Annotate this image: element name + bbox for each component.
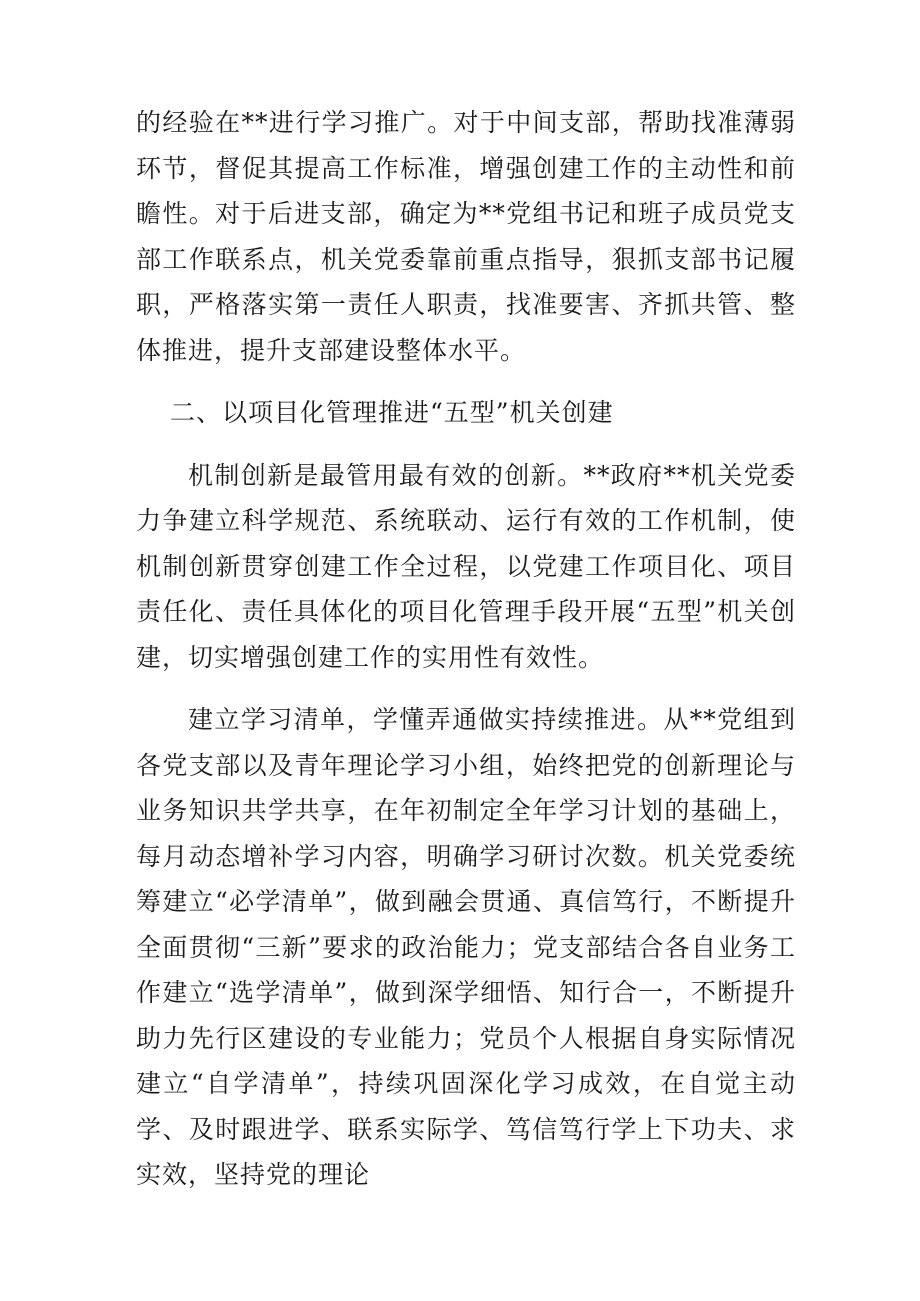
paragraph-learning-list: 建立学习清单，学懂弄通做实持续推进。从**党组到各党支部以及青年理论学习小组，始终把党的创新理论与业务知识共学共享，在年初制定全年学习计划的基础上，每月动态增补学习内容，明确学习研讨次数。机关党委统筹建立“必学清单”，做到融会贯通、真信笃行，不断提升全面贯彻“三新”要求的政治能力；党支部结合各自业务工作建立“选学清单”，做到深学细悟、知行合一，不断提升助力先行区建设的专业能力；党员个人根据自身实际情况建立“自学清单”，持续巩固深化学习成效，在自觉主动学、及时跟进学、联系实际学、笃信笃行学上下功夫、求实效，坚持党的理论 [136, 705, 796, 1189]
section-heading: 二、以项目化管理推进“五型”机关创建 [170, 398, 614, 427]
paragraph-mechanism-innovation: 机制创新是最管用最有效的创新。**政府**机关党委力争建立科学规范、系统联动、运行有效的工作机制，使机制创新贯穿创建工作全过程，以党建工作项目化、项目责任化、责任具体化的项目化管理手段开展“五型”机关创建，切实增强创建工作的实用性有效性。 [136, 460, 796, 672]
document-page [136, 100, 796, 1198]
paragraph-continuation: 的经验在**进行学习推广。对于中间支部，帮助找准薄弱环节，督促其提高工作标准，增强创建工作的主动性和前瞻性。对于后进支部，确定为**党组书记和班子成员党支部工作联系点，机关党委靠前重点指导，狠抓支部书记履职，严格落实第一责任人职责，找准要害、齐抓共管、整体推进，提升支部建设整体水平。 [136, 108, 796, 365]
